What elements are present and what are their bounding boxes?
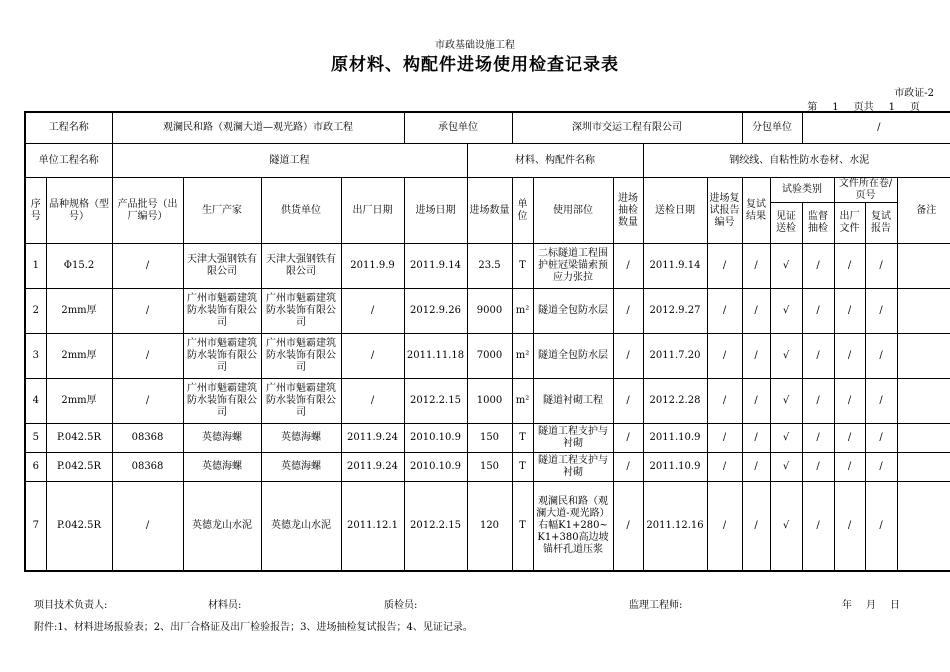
- cell-spec: 2mm厚: [46, 334, 112, 379]
- cell-sample-qty: /: [613, 482, 643, 572]
- cell-seq: 2: [25, 289, 46, 334]
- col-seq: 序号: [25, 178, 46, 244]
- material-staff-label: 材料员:: [208, 600, 242, 611]
- cell-submit-date: 2011.9.14: [643, 244, 707, 289]
- cell-seq: 4: [25, 379, 46, 424]
- cell-supplier: 英德龙山水泥: [261, 482, 341, 572]
- col-submit-date: 送检日期: [643, 178, 707, 244]
- col-test-type: 试验类别: [770, 178, 834, 203]
- cell-witness: √: [770, 334, 802, 379]
- cell-retest-report: /: [707, 379, 742, 424]
- cell-supervise: /: [802, 424, 834, 453]
- cell-remark: [897, 334, 950, 379]
- cell-submit-date: 2011.10.9: [643, 424, 707, 453]
- cell-entry-date: 2010.10.9: [404, 424, 467, 453]
- cell-witness: √: [770, 244, 802, 289]
- col-retest-report: 进场复试报告编号: [707, 178, 742, 244]
- cell-sample-qty: /: [613, 453, 643, 482]
- date-year: 年: [842, 600, 852, 611]
- cell-quantity: 9000: [467, 289, 512, 334]
- cell-retest-result: /: [742, 289, 770, 334]
- cell-retest-result: /: [742, 453, 770, 482]
- subcontractor-value: /: [802, 112, 950, 144]
- cell-retest-report: /: [707, 244, 742, 289]
- page-label-1: 第: [807, 102, 818, 113]
- page-number: 1: [832, 102, 839, 113]
- cell-batch: /: [112, 244, 183, 289]
- cell-file-factory: /: [834, 379, 865, 424]
- cell-quantity: 7000: [467, 334, 512, 379]
- cell-file-factory: /: [834, 334, 865, 379]
- cell-supervise: /: [802, 379, 834, 424]
- col-quantity: 进场数量: [467, 178, 512, 244]
- material-name-value: 钢绞线、自粘性防水卷材、水泥: [643, 144, 950, 178]
- cell-unit: T: [512, 453, 533, 482]
- cell-entry-date: 2011.11.18: [404, 334, 467, 379]
- cell-file-factory: /: [834, 453, 865, 482]
- cell-retest-report: /: [707, 424, 742, 453]
- cell-supplier: 英德海螺: [261, 424, 341, 453]
- cell-unit: T: [512, 482, 533, 572]
- cell-sample-qty: /: [613, 289, 643, 334]
- cell-manufacturer: 英德海螺: [183, 453, 261, 482]
- cell-witness: √: [770, 289, 802, 334]
- table-row: [25, 334, 950, 379]
- cell-factory-date: /: [341, 379, 404, 424]
- cell-manufacturer: 广州市魁霸建筑防水装饰有限公司: [183, 379, 261, 424]
- cell-submit-date: 2011.7.20: [643, 334, 707, 379]
- cell-entry-date: 2011.9.14: [404, 244, 467, 289]
- cell-quantity: 150: [467, 424, 512, 453]
- cell-sample-qty: /: [613, 379, 643, 424]
- unit-project-value: 隧道工程: [112, 144, 467, 178]
- cell-entry-date: 2012.9.26: [404, 289, 467, 334]
- cell-file-factory: /: [834, 482, 865, 572]
- cell-witness: √: [770, 379, 802, 424]
- cell-file-retest: /: [865, 482, 897, 572]
- cell-file-retest: /: [865, 334, 897, 379]
- cell-batch: /: [112, 379, 183, 424]
- cell-unit: m²: [512, 334, 533, 379]
- cell-spec: P.042.5R: [46, 482, 112, 572]
- cell-supplier: 广州市魁霸建筑防水装饰有限公司: [261, 334, 341, 379]
- cell-file-retest: /: [865, 289, 897, 334]
- cell-manufacturer: 英德龙山水泥: [183, 482, 261, 572]
- cell-retest-report: /: [707, 482, 742, 572]
- cell-supervise: /: [802, 244, 834, 289]
- cell-quantity: 150: [467, 453, 512, 482]
- cell-unit: m²: [512, 379, 533, 424]
- info-row-unit: [25, 144, 950, 178]
- form-code: 市政证-2: [894, 88, 934, 99]
- cell-retest-report: /: [707, 289, 742, 334]
- cell-usage: 隧道工程支护与衬砌: [533, 453, 613, 482]
- cell-submit-date: 2011.12.16: [643, 482, 707, 572]
- cell-usage: 隧道全包防水层: [533, 334, 613, 379]
- cell-sample-qty: /: [613, 334, 643, 379]
- cell-factory-date: /: [341, 289, 404, 334]
- col-manufacturer: 生厂产家: [183, 178, 261, 244]
- cell-remark: [897, 424, 950, 453]
- table-row: [25, 244, 950, 289]
- cell-retest-report: /: [707, 453, 742, 482]
- cell-remark: [897, 453, 950, 482]
- col-supplier: 供货单位: [261, 178, 341, 244]
- cell-factory-date: 2011.9.24: [341, 424, 404, 453]
- cell-remark: [897, 482, 950, 572]
- cell-supplier: 广州市魁霸建筑防水装饰有限公司: [261, 379, 341, 424]
- cell-supervise: /: [802, 334, 834, 379]
- cell-sample-qty: /: [613, 424, 643, 453]
- cell-retest-result: /: [742, 482, 770, 572]
- cell-supervise: /: [802, 453, 834, 482]
- cell-retest-report: /: [707, 334, 742, 379]
- table-row: [25, 482, 950, 572]
- col-file-retest: 复试报告: [865, 203, 897, 244]
- cell-usage: 二标隧道工程围护桩冠梁锚索预应力张拉: [533, 244, 613, 289]
- col-batch: 产品批号（出厂编号）: [112, 178, 183, 244]
- cell-remark: [897, 289, 950, 334]
- cell-unit: T: [512, 244, 533, 289]
- col-file-factory: 出厂文件: [834, 203, 865, 244]
- cell-manufacturer: 广州市魁霸建筑防水装饰有限公司: [183, 289, 261, 334]
- cell-batch: 08368: [112, 424, 183, 453]
- cell-retest-result: /: [742, 334, 770, 379]
- cell-seq: 1: [25, 244, 46, 289]
- date-month: 月: [866, 600, 876, 611]
- attachment-note: 附件:1、材料进场报验表；2、出厂合格证及出厂检验报告；3、进场抽检复试报告；4、见证记录。: [34, 622, 473, 633]
- cell-retest-result: /: [742, 379, 770, 424]
- document-title: 原材料、构配件进场使用检查记录表: [331, 55, 619, 75]
- inspector-label: 质检员:: [384, 600, 418, 611]
- cell-batch: 08368: [112, 453, 183, 482]
- supervisor-label: 监理工程师:: [629, 600, 683, 611]
- table-row: [25, 289, 950, 334]
- inspection-table: [24, 111, 950, 572]
- col-entry-date: 进场日期: [404, 178, 467, 244]
- date-day: 日: [890, 600, 900, 611]
- cell-batch: /: [112, 289, 183, 334]
- cell-manufacturer: 广州市魁霸建筑防水装饰有限公司: [183, 334, 261, 379]
- cell-manufacturer: 英德海螺: [183, 424, 261, 453]
- cell-submit-date: 2012.9.27: [643, 289, 707, 334]
- col-sample-qty: 进场抽检数量: [613, 178, 643, 244]
- cell-supplier: 广州市魁霸建筑防水装饰有限公司: [261, 289, 341, 334]
- contractor-value: 深圳市交运工程有限公司: [512, 112, 742, 144]
- unit-project-label: 单位工程名称: [25, 144, 112, 178]
- page-total: 1: [888, 102, 895, 113]
- page-label-3: 页: [910, 102, 920, 113]
- col-spec: 品种规格（型号）: [46, 178, 112, 244]
- cell-quantity: 1000: [467, 379, 512, 424]
- col-witness: 见证送检: [770, 203, 802, 244]
- cell-spec: Φ15.2: [46, 244, 112, 289]
- column-header-row-1: [25, 178, 950, 203]
- cell-batch: /: [112, 334, 183, 379]
- cell-entry-date: 2012.2.15: [404, 379, 467, 424]
- project-name-label: 工程名称: [25, 112, 112, 144]
- table-row: [25, 379, 950, 424]
- cell-usage: 隧道工程支护与衬砌: [533, 424, 613, 453]
- cell-factory-date: /: [341, 334, 404, 379]
- cell-spec: P.042.5R: [46, 453, 112, 482]
- project-name-value: 观澜民和路（观澜大道—观光路）市政工程: [112, 112, 404, 144]
- col-unit: 单位: [512, 178, 533, 244]
- cell-file-retest: /: [865, 424, 897, 453]
- cell-factory-date: 2011.12.1: [341, 482, 404, 572]
- cell-unit: T: [512, 424, 533, 453]
- cell-retest-result: /: [742, 424, 770, 453]
- col-usage: 使用部位: [533, 178, 613, 244]
- cell-seq: 5: [25, 424, 46, 453]
- cell-quantity: 120: [467, 482, 512, 572]
- cell-retest-result: /: [742, 244, 770, 289]
- cell-file-factory: /: [834, 289, 865, 334]
- col-remark: 备注: [897, 178, 950, 244]
- cell-spec: 2mm厚: [46, 289, 112, 334]
- cell-usage: 隧道全包防水层: [533, 289, 613, 334]
- cell-file-retest: /: [865, 453, 897, 482]
- cell-usage: 观澜民和路（观澜大道-观光路）右幅K1+280~K1+380高边坡锚杆孔道压浆: [533, 482, 613, 572]
- cell-supplier: 天津大强钢铁有限公司: [261, 244, 341, 289]
- cell-supervise: /: [802, 482, 834, 572]
- cell-factory-date: 2011.9.24: [341, 453, 404, 482]
- cell-seq: 3: [25, 334, 46, 379]
- cell-supervise: /: [802, 289, 834, 334]
- document-supertitle: 市政基础设施工程: [435, 40, 515, 51]
- cell-submit-date: 2011.10.9: [643, 453, 707, 482]
- cell-spec: P.042.5R: [46, 424, 112, 453]
- cell-usage: 隧道衬砌工程: [533, 379, 613, 424]
- cell-remark: [897, 379, 950, 424]
- cell-witness: √: [770, 453, 802, 482]
- cell-batch: /: [112, 482, 183, 572]
- cell-submit-date: 2012.2.28: [643, 379, 707, 424]
- cell-file-factory: /: [834, 424, 865, 453]
- table-row: [25, 453, 950, 482]
- cell-file-retest: /: [865, 379, 897, 424]
- cell-entry-date: 2012.2.15: [404, 482, 467, 572]
- col-file-location: 文件所在卷/页号: [834, 178, 897, 203]
- col-supervise: 监督抽检: [802, 203, 834, 244]
- cell-sample-qty: /: [613, 244, 643, 289]
- contractor-label: 承包单位: [404, 112, 512, 144]
- material-name-label: 材料、构配件名称: [467, 144, 643, 178]
- col-retest-result: 复试结果: [742, 178, 770, 244]
- cell-remark: [897, 244, 950, 289]
- page-label-2: 页共: [853, 102, 874, 113]
- cell-unit: m²: [512, 289, 533, 334]
- cell-manufacturer: 天津大强钢铁有限公司: [183, 244, 261, 289]
- tech-lead-label: 项目技术负责人:: [34, 600, 108, 611]
- cell-witness: √: [770, 482, 802, 572]
- cell-supplier: 英德海螺: [261, 453, 341, 482]
- table-row: [25, 424, 950, 453]
- cell-file-factory: /: [834, 244, 865, 289]
- cell-file-retest: /: [865, 244, 897, 289]
- cell-seq: 6: [25, 453, 46, 482]
- cell-seq: 7: [25, 482, 46, 572]
- cell-spec: 2mm厚: [46, 379, 112, 424]
- subcontractor-label: 分包单位: [742, 112, 802, 144]
- cell-factory-date: 2011.9.9: [341, 244, 404, 289]
- cell-witness: √: [770, 424, 802, 453]
- info-row-project: [25, 112, 950, 144]
- col-factory-date: 出厂日期: [341, 178, 404, 244]
- cell-quantity: 23.5: [467, 244, 512, 289]
- cell-entry-date: 2010.10.9: [404, 453, 467, 482]
